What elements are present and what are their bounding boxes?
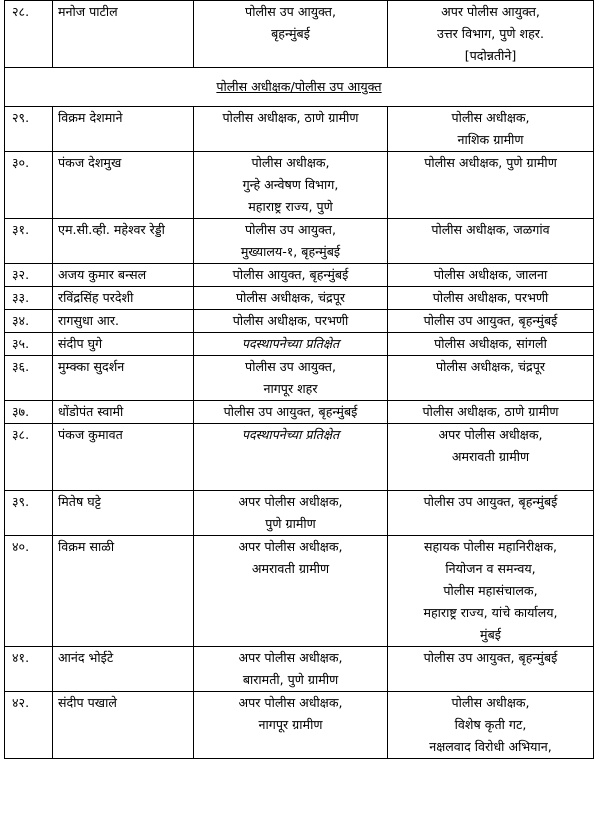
serial-number: ३४. [5,310,53,333]
posting-line: अपर पोलीस अधीक्षक, [438,427,543,442]
new-posting [388,219,594,264]
current-posting [194,491,388,536]
posting-line: पोलीस अधीक्षक, ठाणे ग्रामीण [422,404,559,419]
posting-line: पोलीस अधीक्षक, चंद्रपूर [235,290,346,305]
posting-line: नागपूर शहर [263,381,318,396]
posting-line: विशेष कृती गट, [454,717,527,732]
posting-line: बारामती, पुणे ग्रामीण [242,672,339,687]
table-row [5,107,594,152]
posting-line: पदस्थापनेच्या प्रतिक्षेत [241,427,340,442]
table-row [5,692,594,759]
table-row [5,1,594,68]
new-posting [388,424,594,491]
posting-line: पदस्थापनेच्या प्रतिक्षेत [241,336,340,351]
officer-name: मनोज पाटील [53,1,194,68]
section-title: पोलीस अधीक्षक/पोलीस उप आयुक्त [216,79,382,94]
posting-line: [पदोन्नतीने] [464,48,517,63]
posting-line: पोलीस अधीक्षक, जालना [433,267,548,282]
table-row [5,647,594,692]
section-title-cell [5,68,594,107]
current-posting [194,107,388,152]
posting-line: नियोजन व समन्वय, [445,561,536,576]
posting-line: अमरावती ग्रामीण [251,561,330,576]
new-posting [388,536,594,647]
new-posting [388,647,594,692]
new-posting [388,264,594,287]
officer-name: रागसुधा आर. [53,310,194,333]
current-posting [194,647,388,692]
new-posting [388,152,594,219]
posting-line: पोलीस उप आयुक्त, बृहन्मुंबई [223,404,358,419]
posting-line: पोलीस अधीक्षक, [451,695,530,710]
table-row [5,219,594,264]
posting-line: गुन्हे अन्वेषण विभाग, [242,177,339,192]
new-posting [388,356,594,401]
posting-line: पोलीस अधीक्षक, परभणी [432,290,549,305]
officer-name: रविंद्रसिंह परदेशी [53,287,194,310]
posting-line: अपर पोलीस आयुक्त, [441,4,540,19]
new-posting [388,491,594,536]
table-row [5,310,594,333]
posting-line: अपर पोलीस अधीक्षक, [238,539,343,554]
posting-line: अमरावती ग्रामीण [451,449,530,464]
posting-line: नागपूर ग्रामीण [258,717,323,732]
officer-name: विक्रम देशमाने [53,107,194,152]
officer-name: संदीप घुगे [53,333,194,356]
officer-name: मुम्क्का सुदर्शन [53,356,194,401]
current-posting [194,219,388,264]
table-row [5,264,594,287]
officer-name: आनंद भोईटे [53,647,194,692]
serial-number: २८. [5,1,53,68]
posting-line: पोलीस अधीक्षक, सांगली [434,336,547,351]
serial-number: ३३. [5,287,53,310]
posting-line: पोलीस अधीक्षक, परभणी [232,313,349,328]
officer-name: पंकज कुमावत [53,424,194,491]
posting-line: पोलीस अधीक्षक, चंद्रपूर [435,359,546,374]
posting-line: पोलीस आयुक्त, बृहन्मुंबई [232,267,349,282]
current-posting [194,536,388,647]
posting-line: पोलीस उप आयुक्त, बृहन्मुंबई [423,313,558,328]
posting-line: सहायक पोलीस महानिरीक्षक, [423,539,558,554]
table-row [5,287,594,310]
posting-line: नाशिक ग्रामीण [457,132,524,147]
serial-number: ३२. [5,264,53,287]
posting-line: पोलीस अधीक्षक, [251,155,330,170]
posting-line: अपर पोलीस अधीक्षक, [238,695,343,710]
new-posting [388,287,594,310]
serial-number: २९. [5,107,53,152]
section-header-row [5,68,594,107]
posting-line: पुणे ग्रामीण [265,516,316,531]
new-posting [388,310,594,333]
posting-line: नक्षलवाद विरोधी अभियान, [429,739,552,754]
officer-name: संदीप पखाले [53,692,194,759]
table-row [5,401,594,424]
serial-number: ३१. [5,219,53,264]
serial-number: ४२. [5,692,53,759]
serial-number: ३७. [5,401,53,424]
current-posting [194,152,388,219]
serial-number: ३०. [5,152,53,219]
posting-line: उत्तर विभाग, पुणे शहर. [437,26,544,41]
table-row [5,536,594,647]
current-posting [194,1,388,68]
table-row [5,356,594,401]
officer-name: एम.सी.व्ही. महेश्वर रेड्डी [53,219,194,264]
posting-line: पोलीस उप आयुक्त, बृहन्मुंबई [423,650,558,665]
posting-line: पोलीस अधीक्षक, [451,110,530,125]
current-posting [194,692,388,759]
transfer-table [4,0,594,759]
posting-line: बृहन्मुंबई [271,26,310,41]
new-posting [388,401,594,424]
posting-line: मुख्यालय-१, बृहन्मुंबई [240,244,341,259]
posting-line: मुंबई [480,627,501,642]
posting-line: अपर पोलीस अधीक्षक, [238,650,343,665]
officer-name: पंकज देशमुख [53,152,194,219]
new-posting [388,107,594,152]
posting-line: पोलीस उप आयुक्त, बृहन्मुंबई [423,494,558,509]
new-posting [388,1,594,68]
posting-line: पोलीस अधीक्षक, जळगांव [431,222,550,237]
officer-name: मितेष घट्टे [53,491,194,536]
table-row [5,152,594,219]
posting-line: पोलीस उप आयुक्त, [245,359,336,374]
serial-number: ३८. [5,424,53,491]
current-posting [194,287,388,310]
posting-line: पोलीस अधीक्षक, ठाणे ग्रामीण [222,110,359,125]
officer-name: अजय कुमार बन्सल [53,264,194,287]
serial-number: ३५. [5,333,53,356]
posting-line: पोलीस अधीक्षक, पुणे ग्रामीण [424,155,557,170]
serial-number: ४०. [5,536,53,647]
posting-line: महाराष्ट्र राज्य, पुणे [248,199,333,214]
table-row [5,491,594,536]
officer-name: धोंडोपंत स्वामी [53,401,194,424]
table-row [5,424,594,491]
posting-line: महाराष्ट्र राज्य, यांचे कार्यालय, [423,605,558,620]
posting-line: पोलीस महासंचालक, [443,583,538,598]
new-posting [388,692,594,759]
current-posting [194,401,388,424]
posting-line: पोलीस उप आयुक्त, [245,222,336,237]
serial-number: ३६. [5,356,53,401]
serial-number: ३९. [5,491,53,536]
serial-number: ४१. [5,647,53,692]
officer-name: विक्रम साळी [53,536,194,647]
current-posting [194,310,388,333]
current-posting [194,264,388,287]
current-posting [194,333,388,356]
posting-line: पोलीस उप आयुक्त, [245,4,336,19]
posting-line: अपर पोलीस अधीक्षक, [238,494,343,509]
current-posting [194,356,388,401]
new-posting [388,333,594,356]
table-row [5,333,594,356]
current-posting [194,424,388,491]
